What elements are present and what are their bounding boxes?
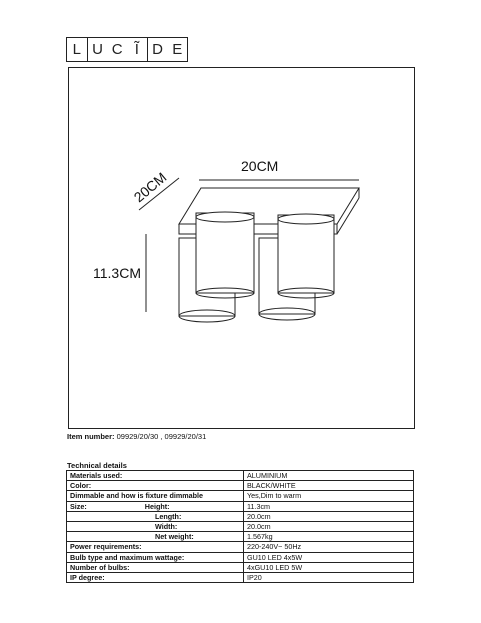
- table-row: [67, 552, 414, 562]
- row-label: Size:: [70, 501, 87, 511]
- row-value: IP20: [244, 572, 414, 582]
- row-label: Bulb type and maximum wattage:: [70, 552, 185, 562]
- logo-letter: D: [152, 41, 163, 58]
- table-row: [67, 491, 414, 501]
- table-row: [67, 511, 414, 521]
- row-label: Color:: [70, 481, 92, 491]
- spot-front-left: [196, 213, 254, 293]
- brand-logo: [66, 37, 188, 62]
- row-value: 20.0cm: [244, 521, 414, 531]
- row-sublabel: Length:: [155, 511, 182, 521]
- item-number-label: Item number:: [67, 432, 115, 441]
- table-row: [67, 471, 414, 481]
- table-row: [67, 481, 414, 491]
- row-value: ALUMINIUM: [244, 471, 414, 481]
- row-label: Number of bulbs:: [70, 562, 130, 572]
- row-label: Dimmable and how is fixture dimmable: [70, 491, 203, 501]
- logo-letter: Ĩ: [134, 41, 139, 58]
- logo-letter: E: [172, 41, 183, 58]
- logo-letter: U: [92, 41, 103, 58]
- table-row: [67, 542, 414, 552]
- row-value: 4xGU10 LED 5W: [244, 562, 414, 572]
- logo-letter: L: [72, 41, 81, 58]
- table-row: [67, 501, 414, 511]
- item-number-value: 09929/20/30 , 09929/20/31: [114, 432, 207, 441]
- depth-dimension-label: 20CM: [130, 169, 170, 206]
- row-sublabel: Net weight:: [155, 532, 194, 542]
- row-value: 220-240V~ 50Hz: [244, 542, 414, 552]
- row-sublabel: Height:: [144, 501, 170, 511]
- row-label: Power requirements:: [70, 542, 142, 552]
- row-value: 1.567kg: [244, 532, 414, 542]
- row-value: 11.3cm: [244, 501, 414, 511]
- item-number-line: [67, 432, 206, 441]
- table-row: [67, 562, 414, 572]
- row-value: 20.0cm: [244, 511, 414, 521]
- row-value: GU10 LED 4x5W: [244, 552, 414, 562]
- table-row: [67, 521, 414, 531]
- table-row: [67, 572, 414, 582]
- row-value: Yes,Dim to warm: [244, 491, 414, 501]
- width-dimension-label: 20CM: [241, 158, 279, 174]
- row-label: Materials used:: [70, 471, 123, 481]
- table-row: [67, 532, 414, 542]
- row-label: IP degree:: [70, 572, 105, 582]
- spot-front-right: [278, 215, 334, 293]
- technical-details-title: Technical details: [67, 461, 127, 470]
- logo-letter: C: [111, 41, 123, 58]
- height-dimension-label: 11.3CM: [93, 265, 141, 281]
- product-line-drawing: [69, 68, 414, 428]
- product-drawing-frame: [68, 67, 415, 429]
- row-value: BLACK/WHITE: [244, 481, 414, 491]
- technical-details-table: [66, 470, 414, 583]
- row-sublabel: Width:: [155, 522, 178, 532]
